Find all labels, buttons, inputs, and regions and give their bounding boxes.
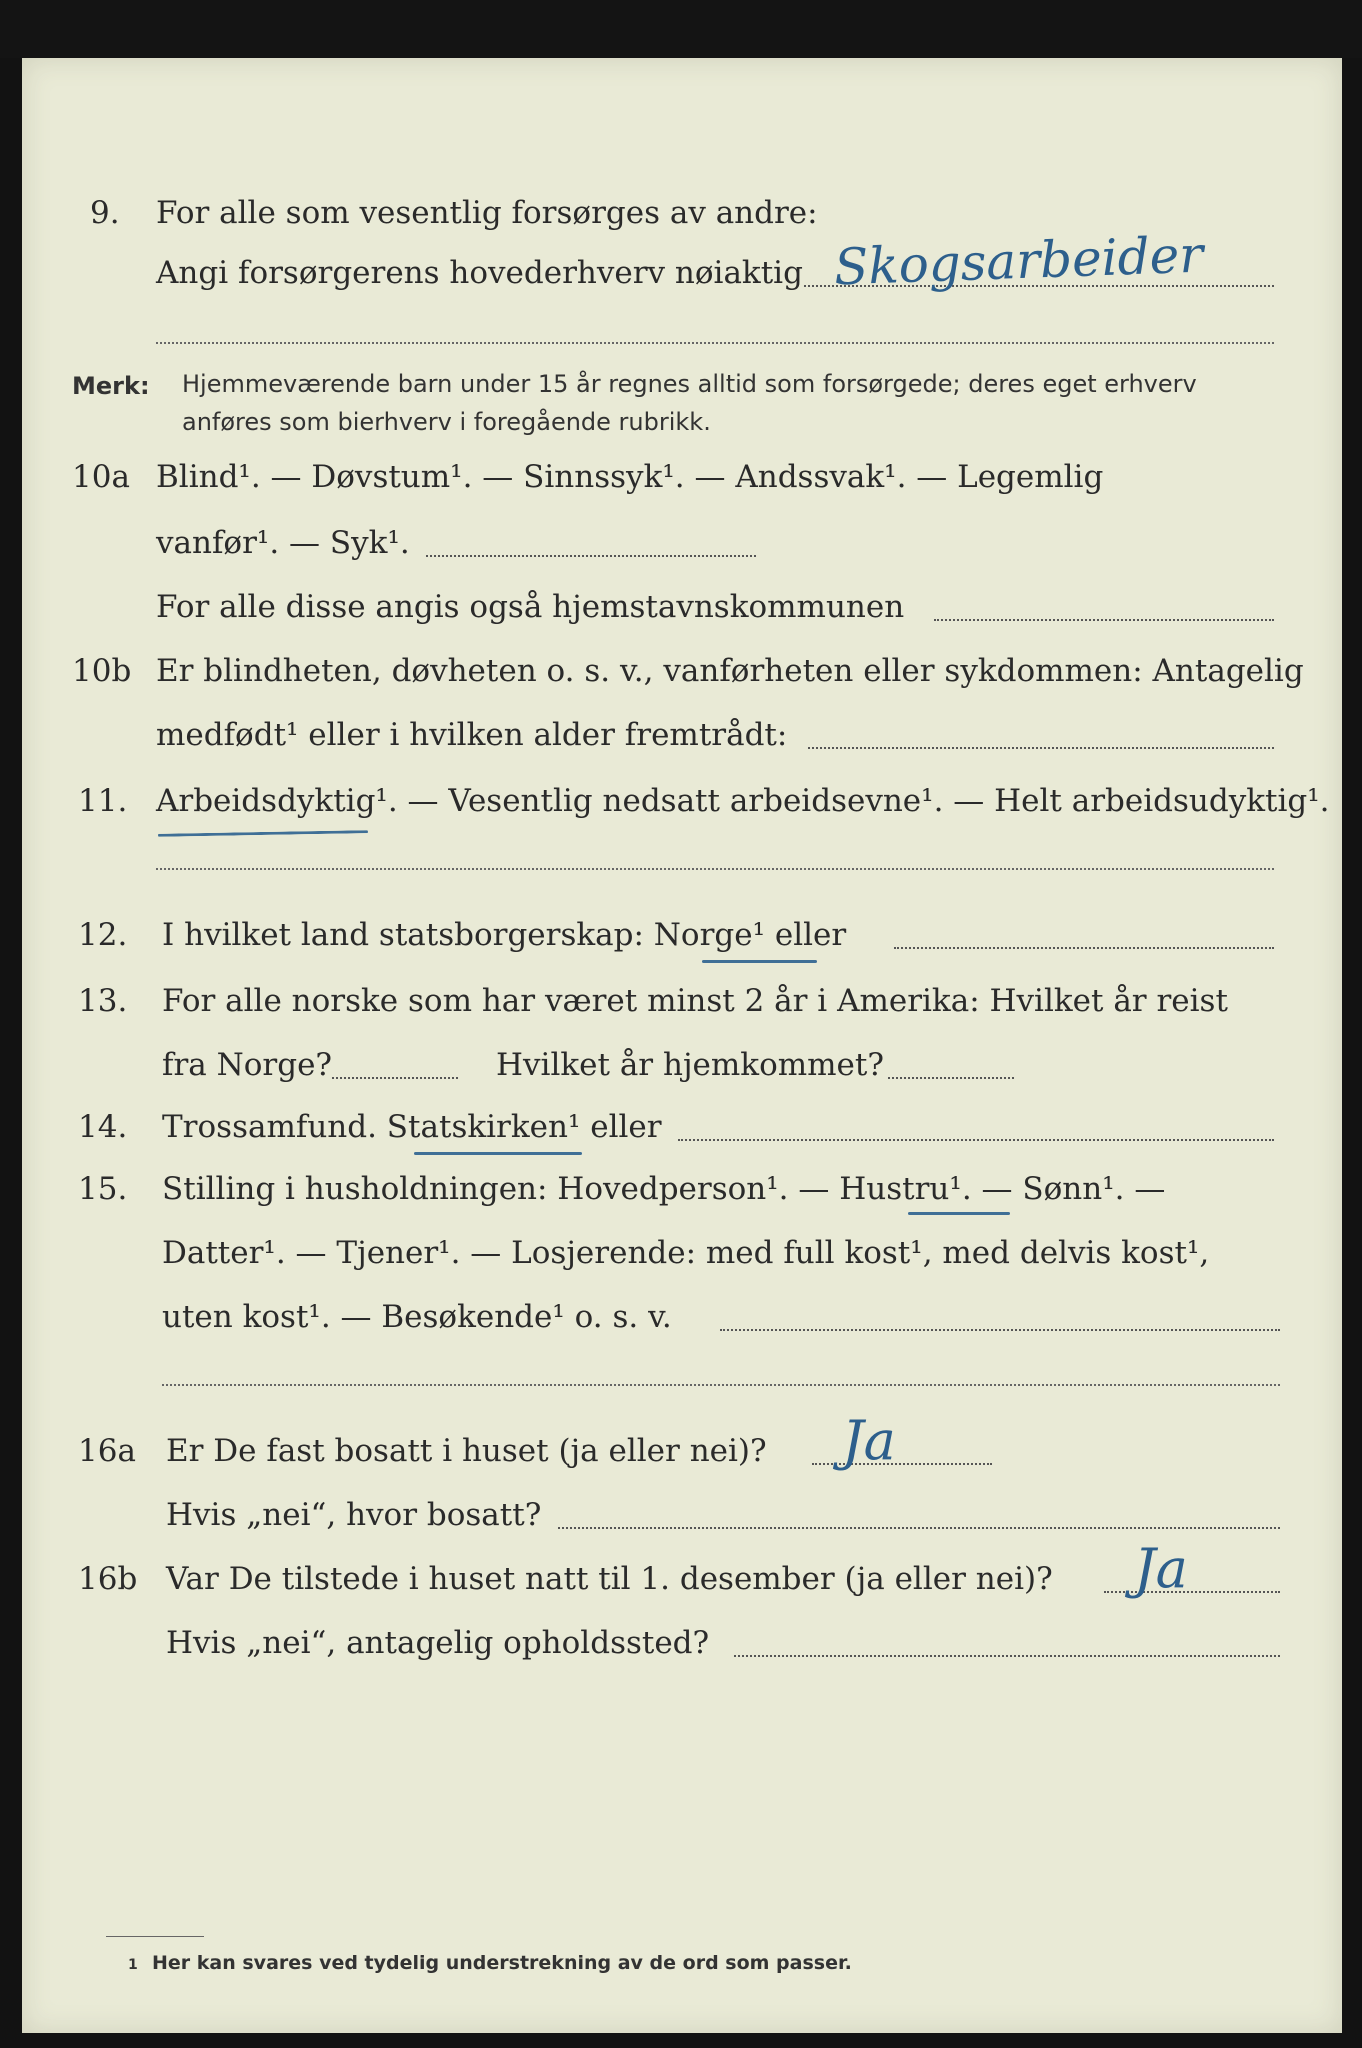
- q13-blank-2: [888, 1077, 1014, 1079]
- q16b-line1: Var De tilstede i huset natt til 1. desember (ja eller nei)?: [166, 1561, 1053, 1597]
- q16b-number: 16b: [78, 1561, 138, 1597]
- q16b-handwritten-answer: Ja: [1134, 1537, 1188, 1600]
- q16b-line2: Hvis „nei“, antagelig opholdssted?: [166, 1625, 710, 1661]
- census-form-page: [22, 58, 1342, 2033]
- q15-number: 15.: [78, 1171, 128, 1207]
- q13-line2a: fra Norge?: [162, 1047, 333, 1083]
- q12-blank: [894, 947, 1274, 949]
- q15-line1: Stilling i husholdningen: Hovedperson¹. — Hustru¹. — Sønn¹. —: [162, 1171, 1166, 1207]
- q10a-line1: Blind¹. — Døvstum¹. — Sinnssyk¹. — Andssvak¹. — Legemlig: [156, 459, 1104, 495]
- footnote-marker: 1: [128, 1957, 138, 1973]
- q14-number: 14.: [78, 1109, 128, 1145]
- q11-handwritten-underline: [158, 830, 368, 837]
- footnote-rule: [106, 1936, 204, 1937]
- q16a-line2: Hvis „nei“, hvor bosatt?: [166, 1497, 542, 1533]
- q13-number: 13.: [78, 983, 128, 1019]
- footnote-text: Her kan svares ved tydelig understrekning av de ord som passer.: [152, 1952, 852, 1974]
- q11-number: 11.: [78, 783, 128, 819]
- q12-line1: I hvilket land statsborgerskap: Norge¹ eller: [162, 917, 847, 953]
- q15-blank: [720, 1329, 1280, 1331]
- q16a-handwritten-answer: Ja: [842, 1409, 896, 1472]
- q15-handwritten-underline: [908, 1212, 1010, 1215]
- q9-extra-line: [156, 342, 1274, 344]
- q10b-line1: Er blindheten, døvheten o. s. v., vanførheten eller sykdommen: Antagelig: [156, 653, 1304, 689]
- q10a-line2: vanfør¹. — Syk¹.: [156, 525, 410, 561]
- q11-line1: Arbeidsdyktig¹. — Vesentlig nedsatt arbeidsevne¹. — Helt arbeidsudyktig¹.: [156, 783, 1330, 819]
- q16a-blank-1: [812, 1463, 992, 1465]
- q10b-number: 10b: [72, 653, 132, 689]
- q16b-blank-1: [1104, 1591, 1280, 1593]
- q9-line2: Angi forsørgerens hovederhverv nøiaktig: [156, 255, 803, 291]
- merk-label: Merk:: [72, 372, 150, 400]
- q9-number: 9.: [90, 195, 120, 231]
- q10a-line3: For alle disse angis også hjemstavnskommunen: [156, 589, 905, 625]
- merk-line1: Hjemmeværende barn under 15 år regnes alltid som forsørgede; deres eget erhverv: [182, 370, 1197, 398]
- q10a-number: 10a: [72, 459, 130, 495]
- q10b-line2: medfødt¹ eller i hvilken alder fremtrådt:: [156, 717, 788, 753]
- q13-line1: For alle norske som har været minst 2 år i Amerika: Hvilket år reist: [162, 983, 1228, 1019]
- q14-handwritten-underline: [414, 1152, 582, 1155]
- q9-line1: For alle som vesentlig forsørges av andre:: [156, 195, 818, 231]
- q12-number: 12.: [78, 917, 128, 953]
- q14-line1: Trossamfund. Statskirken¹ eller: [162, 1109, 662, 1145]
- q16b-blank-2: [734, 1655, 1280, 1657]
- q11-extra-line: [156, 868, 1274, 870]
- q10a-line2-blank: [426, 555, 756, 557]
- q10a-line3-blank: [934, 619, 1274, 621]
- q16a-number: 16a: [78, 1433, 136, 1469]
- q15-line2: Datter¹. — Tjener¹. — Losjerende: med full kost¹, med delvis kost¹,: [162, 1235, 1210, 1271]
- scan-border-top: [0, 0, 1362, 58]
- q9-handwritten-answer: Skogsarbeider: [833, 225, 1205, 297]
- q13-line2b: Hvilket år hjemkommet?: [496, 1047, 884, 1083]
- q15-line3: uten kost¹. — Besøkende¹ o. s. v.: [162, 1299, 672, 1335]
- merk-line2: anføres som bierhverv i foregående rubrikk.: [182, 408, 711, 436]
- q14-blank: [678, 1139, 1274, 1141]
- q12-handwritten-underline: [702, 960, 817, 963]
- q15-extra-line: [162, 1384, 1280, 1386]
- q13-blank-1: [332, 1077, 458, 1079]
- q10b-line2-blank: [808, 747, 1274, 749]
- q16a-line1: Er De fast bosatt i huset (ja eller nei)?: [166, 1433, 767, 1469]
- q16a-blank-2: [558, 1527, 1280, 1529]
